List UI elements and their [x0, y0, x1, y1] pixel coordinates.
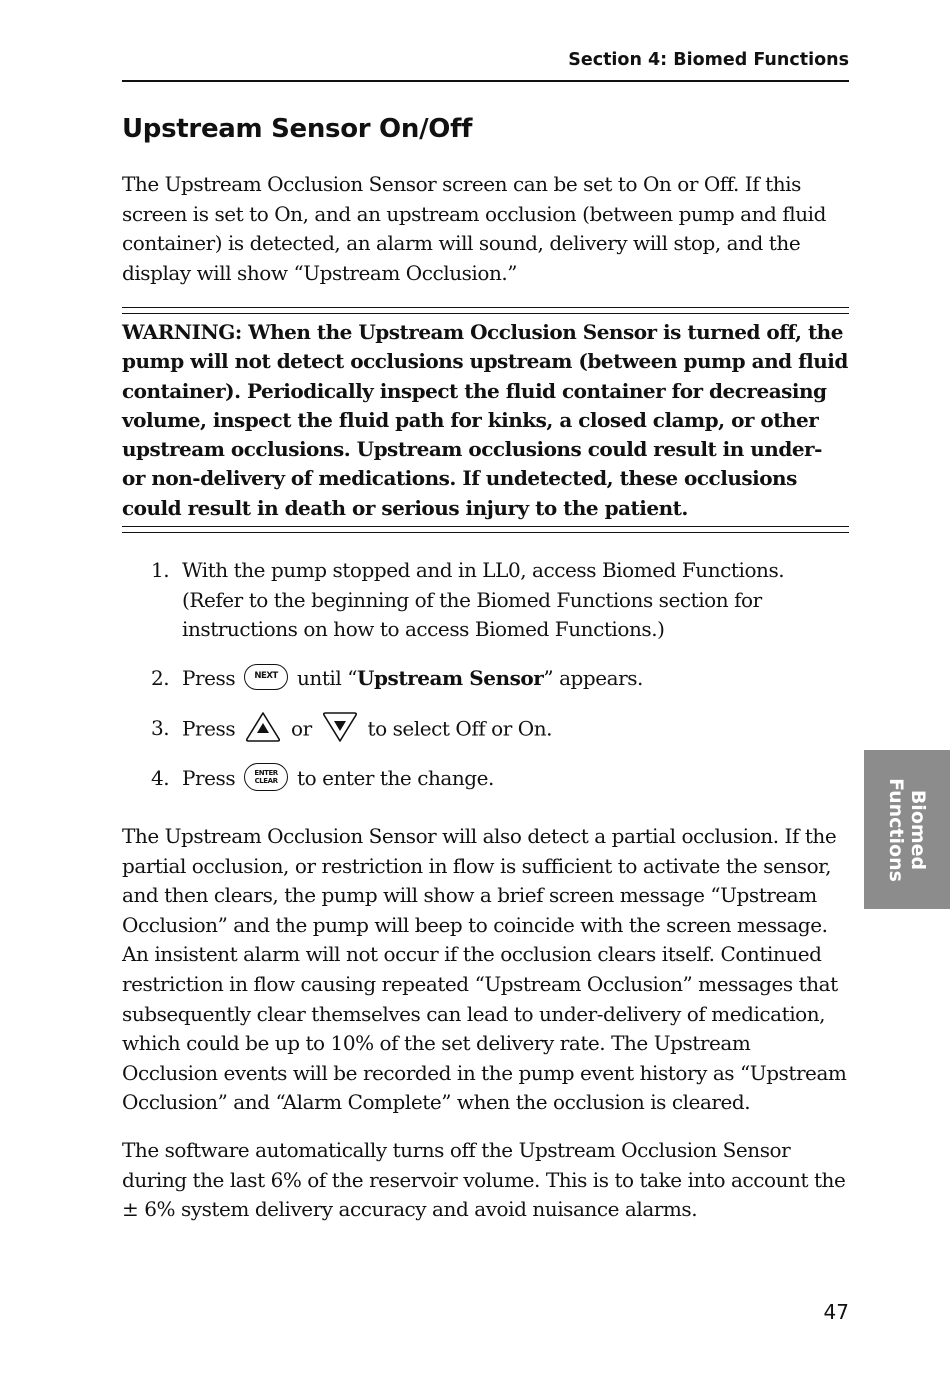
- step-body: [182, 664, 849, 694]
- step-press-label: Press: [182, 666, 236, 690]
- step-press-label: Press: [182, 716, 236, 741]
- clear-key-label: CLEAR: [254, 776, 278, 785]
- software-paragraph: The software automatically turns off the Upstream Occlusion Sensor during the last 6% of the reservoir volume. This is to take into account the ± 6% system delivery accuracy and avoid nuisance alarms.: [122, 1138, 846, 1222]
- step-number: 4.: [151, 766, 170, 790]
- step-body: [182, 764, 849, 794]
- side-tab-line-1: Biomed: [907, 789, 929, 870]
- enter-clear-key-icon: [244, 763, 288, 791]
- page-title: Upstream Sensor On/Off: [122, 114, 473, 144]
- step-press-label: Press: [182, 766, 236, 790]
- step-number: 3.: [151, 716, 170, 740]
- section-header: Section 4: Biomed Functions: [568, 50, 849, 70]
- up-arrow-key-icon: [244, 711, 282, 743]
- upstream-sensor-label: Upstream Sensor: [357, 666, 544, 690]
- step-or-text: or: [290, 716, 312, 741]
- warning-rule-top: [122, 307, 849, 314]
- side-section-tab: [864, 750, 950, 909]
- next-key-icon: [244, 664, 288, 690]
- enter-key-label: ENTER: [254, 768, 278, 777]
- warning-text: WARNING: When the Upstream Occlusion Sensor is turned off, the pump will not detect occlusions upstream (between pump and fluid container). Periodically inspect the fluid container for decreasing volume, inspect the fluid path for kinks, a closed clamp, or other upstream occlusions. Upstream occlusions could result in under- or non-delivery of medications. If undetected, these occlusions could result in death or serious injury to the patient.: [122, 320, 848, 520]
- step-until-text: until “: [296, 666, 358, 690]
- step-after-text: to select Off or On.: [367, 716, 553, 741]
- side-tab-label: [885, 778, 929, 882]
- page-number: 47: [823, 1300, 849, 1324]
- partial-occlusion-paragraph: The Upstream Occlusion Sensor will also detect a partial occlusion. If the partial occlusion, or restriction in flow is sufficient to activate the sensor, and then clears, the pump will show a brief screen message “Upstream Occlusion” and the pump will beep to coincide with the screen message. An insistent alarm will not occur if the occlusion clears itself. Continued restriction in flow causing repeated “Upstream Occlusion” messages that subsequently clear themselves can lead to under-delivery of medication, which could be up to 10% of the set delivery rate. The Upstream Occlusion events will be recorded in the pump event history as “Upstream Occlusion” and “Alarm Complete” when the occlusion is cleared.: [122, 824, 847, 1115]
- intro-paragraph: The Upstream Occlusion Sensor screen can be set to On or Off. If this screen is set to On, and an upstream occlusion (between pump and fluid container) is detected, an alarm will sound, delivery will stop, and the display will show “Upstream Occlusion.”: [122, 172, 826, 285]
- down-arrow-key-icon: [321, 711, 359, 743]
- step-text: With the pump stopped and in LL0, access Biomed Functions. (Refer to the beginning of the Biomed Functions section for instructions on how to access Biomed Functions.): [182, 558, 785, 642]
- step-after-text: to enter the change.: [296, 766, 494, 790]
- step-number: 1.: [151, 558, 170, 582]
- header-rule: [122, 80, 849, 82]
- next-key-label: NEXT: [254, 670, 278, 681]
- step-after-text: ” appears.: [543, 666, 643, 690]
- warning-rule-bottom: [122, 526, 849, 533]
- step-number: 2.: [151, 666, 170, 690]
- side-tab-line-2: Functions: [885, 777, 907, 882]
- step-body: [182, 714, 849, 746]
